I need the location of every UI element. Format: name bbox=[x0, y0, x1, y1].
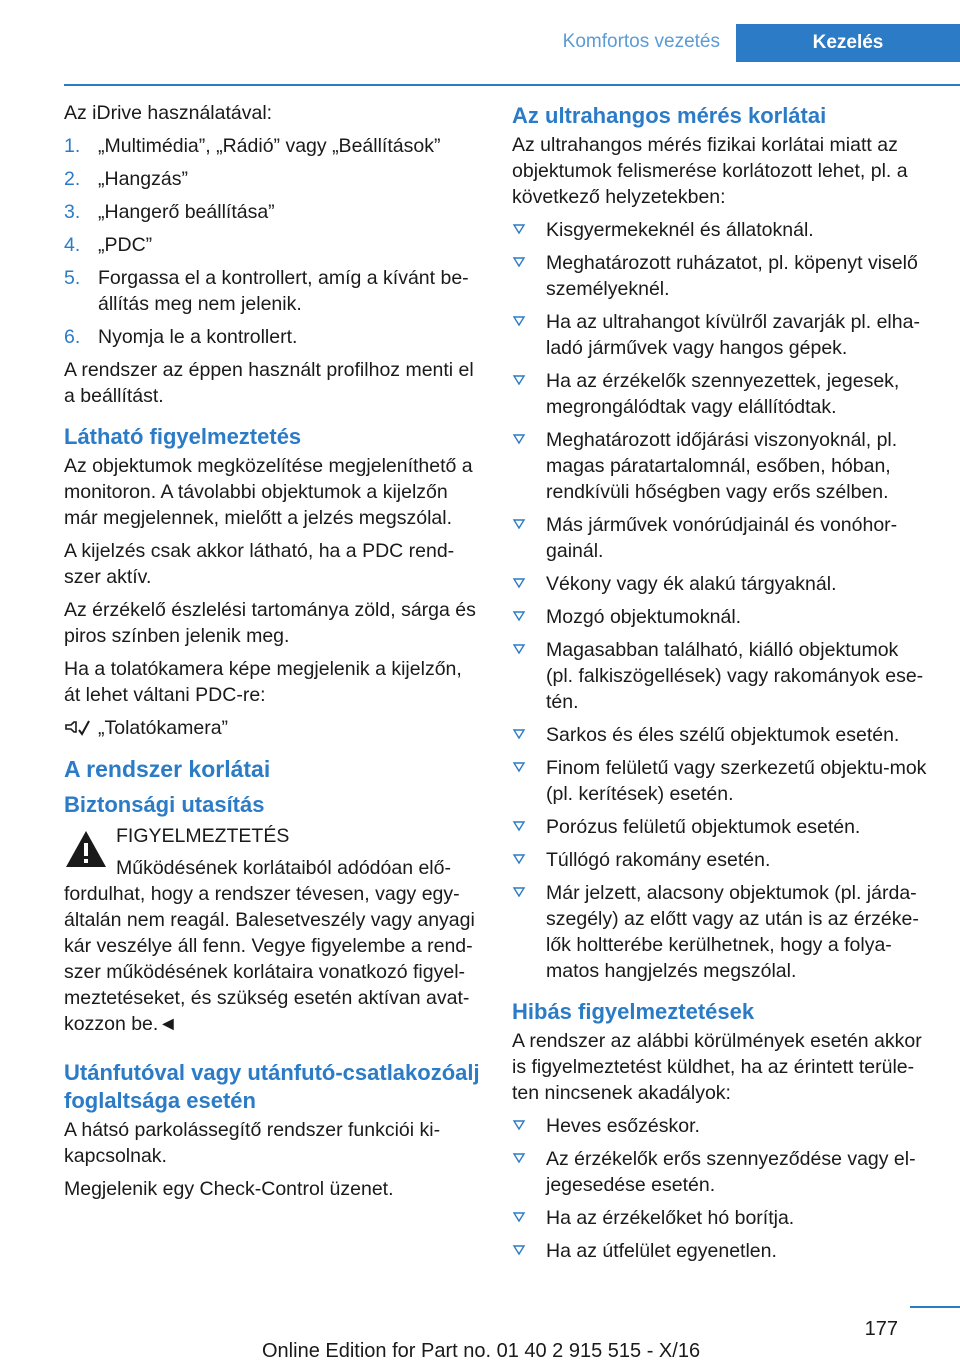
bullet-triangle-icon bbox=[512, 1113, 526, 1137]
bullet-triangle-icon bbox=[512, 309, 526, 333]
bullet-triangle-icon bbox=[512, 571, 526, 595]
warning-triangle-icon bbox=[64, 829, 108, 874]
paragraph: Az érzékelő észlelési tartománya zöld, sárga és piros színben jelenik meg. bbox=[64, 599, 476, 647]
paragraph: Az ultrahangos mérés fizikai korlátai miatt az objektumok felismerése korlátozott lehet, pl. a következő helyzetekben: bbox=[512, 134, 908, 208]
list-item: 4. „PDC” bbox=[64, 234, 153, 256]
bullet-triangle-icon bbox=[512, 1238, 526, 1262]
paragraph: A hátsó parkolássegítő rendszer funkciói ki‐kapcsolnak. bbox=[64, 1119, 441, 1167]
header-rule bbox=[64, 84, 960, 86]
list-item: 6. Nyomja le a kontrollert. bbox=[64, 326, 298, 348]
footer-rule bbox=[910, 1306, 960, 1308]
profile-save-note: A rendszer az éppen használt profilhoz menti el a beállítást. bbox=[64, 359, 474, 407]
list-item: Meghatározott időjárási viszonyoknál, pl. magas páratartalomnál, esőben, hóban, rendkívüli hőségben vagy erős szélben. bbox=[512, 427, 930, 505]
bullet-triangle-icon bbox=[512, 847, 526, 871]
header-chapter-tab: Kezelés bbox=[736, 24, 960, 62]
list-item: Sarkos és éles szélű objektumok esetén. bbox=[512, 722, 930, 748]
warning-title: FIGYELMEZTETÉS bbox=[116, 825, 290, 847]
list-item: Kisgyermekeknél és állatoknál. bbox=[512, 217, 930, 243]
rear-camera-icon bbox=[64, 718, 90, 745]
bullet-triangle-icon bbox=[512, 755, 526, 779]
safety-heading: Biztonsági utasítás bbox=[64, 792, 265, 817]
list-item: Magasabban található, kiálló objektumok (pl. falkiszögellések) vagy rakományok ese‐tén. bbox=[512, 637, 930, 715]
paragraph: A rendszer az alábbi körülmények esetén akkor is figyelmeztetést küldhet, ha az érintett terüle‐ten nincsenek akadályok: bbox=[512, 1030, 922, 1104]
list-item: Ha az ultrahangot kívülről zavarják pl. elha‐ladó járművek vagy hangos gépek. bbox=[512, 309, 930, 361]
list-item: Más járművek vonórúdjainál és vonóhor‐gainál. bbox=[512, 512, 930, 564]
list-item: Már jelzett, alacsony objektumok (pl. járda‐szegély) az előtt vagy az után is az érzéke‐lők holtterébe kerülhetnek, hogy a folya‐matos hangjelzés megszólal. bbox=[512, 880, 930, 984]
limits-heading: A rendszer korlátai bbox=[64, 756, 271, 782]
bullet-triangle-icon bbox=[512, 1146, 526, 1170]
bullet-triangle-icon bbox=[512, 217, 526, 241]
page-header bbox=[0, 24, 960, 62]
list-item: 5. Forgassa el a kontrollert, amíg a kívánt be‐állítás meg nem jelenik. bbox=[64, 267, 469, 315]
ultrasonic-limits-list bbox=[512, 217, 930, 984]
trailer-heading: Utánfutóval vagy utánfutó-csatlakozóalj foglaltsága esetén bbox=[64, 1060, 480, 1113]
paragraph: A kijelzés csak akkor látható, ha a PDC rend‐szer aktív. bbox=[64, 540, 455, 588]
right-column bbox=[512, 100, 930, 1271]
bullet-triangle-icon bbox=[512, 368, 526, 392]
list-item: Vékony vagy ék alakú tárgyaknál. bbox=[512, 571, 930, 597]
false-warnings-list bbox=[512, 1113, 930, 1264]
bullet-triangle-icon bbox=[512, 880, 526, 904]
warning-box bbox=[64, 823, 482, 1037]
list-item: Ha az érzékelők szennyezettek, jegesek, megrongálódtak vagy elállítódtak. bbox=[512, 368, 930, 420]
idrive-steps-list bbox=[64, 133, 482, 350]
bullet-triangle-icon bbox=[512, 604, 526, 628]
list-item: 2. „Hangzás” bbox=[64, 168, 188, 190]
list-item: Heves esőzéskor. bbox=[512, 1113, 930, 1139]
bullet-triangle-icon bbox=[512, 637, 526, 661]
list-item: 1. „Multimédia”, „Rádió” vagy „Beállítások” bbox=[64, 135, 441, 157]
left-column bbox=[64, 100, 482, 1209]
false-warnings-heading: Hibás figyelmeztetések bbox=[512, 999, 755, 1024]
list-item: Porózus felületű objektumok esetén. bbox=[512, 814, 930, 840]
paragraph: Az objektumok megközelítése megjeleníthető a monitoron. A távolabbi objektumok a kijelzőn már megjelennek, mielőtt a jelzés megszólal. bbox=[64, 455, 473, 529]
list-item: Ha az érzékelőket hó borítja. bbox=[512, 1205, 930, 1231]
bullet-triangle-icon bbox=[512, 512, 526, 536]
bullet-triangle-icon bbox=[512, 1205, 526, 1229]
list-item: Meghatározott ruházatot, pl. köpenyt viselő személyeknél. bbox=[512, 250, 930, 302]
list-item: Túllógó rakomány esetén. bbox=[512, 847, 930, 873]
bullet-triangle-icon bbox=[512, 250, 526, 274]
list-item: Finom felületű vagy szerkezetű objektu‐mok (pl. kerítések) esetén. bbox=[512, 755, 930, 807]
list-item: Ha az útfelület egyenetlen. bbox=[512, 1238, 930, 1264]
warning-text: Működésének korlátaiból adódóan elő‐fordulhat, hogy a rendszer tévesen, vagy egy‐általán nem reagál. Balesetveszély vagy anyagi kár veszélye áll fenn. Vegye figyelembe a rend‐szer működésének korlátaira vonatkozó figyel‐meztetéseket, és szükség esetén aktívan avat‐kozzon be.◄ bbox=[64, 857, 475, 1035]
bullet-triangle-icon bbox=[512, 427, 526, 451]
bullet-triangle-icon bbox=[512, 722, 526, 746]
paragraph: Megjelenik egy Check-Control üzenet. bbox=[64, 1178, 394, 1200]
camera-label: „Tolatókamera” bbox=[98, 717, 229, 739]
visible-warning-heading: Látható figyelmeztetés bbox=[64, 424, 302, 449]
camera-line bbox=[64, 715, 482, 741]
bullet-triangle-icon bbox=[512, 814, 526, 838]
page-number: 177 bbox=[864, 1318, 898, 1340]
page-footer bbox=[0, 1298, 960, 1362]
header-section-title: Komfortos vezetés bbox=[562, 31, 720, 52]
list-item: Az érzékelők erős szennyeződése vagy el‐jegesedése esetén. bbox=[512, 1146, 930, 1198]
ultrasonic-limits-heading: Az ultrahangos mérés korlátai bbox=[512, 103, 827, 128]
list-item: 3. „Hangerő beállítása” bbox=[64, 201, 275, 223]
list-item: Mozgó objektumoknál. bbox=[512, 604, 930, 630]
paragraph: Ha a tolatókamera képe megjelenik a kijelzőn, át lehet váltani PDC-re: bbox=[64, 658, 462, 706]
edition-note: Online Edition for Part no. 01 40 2 915 515 - X/16 bbox=[262, 1340, 701, 1362]
idrive-intro: Az iDrive használatával: bbox=[64, 102, 273, 124]
